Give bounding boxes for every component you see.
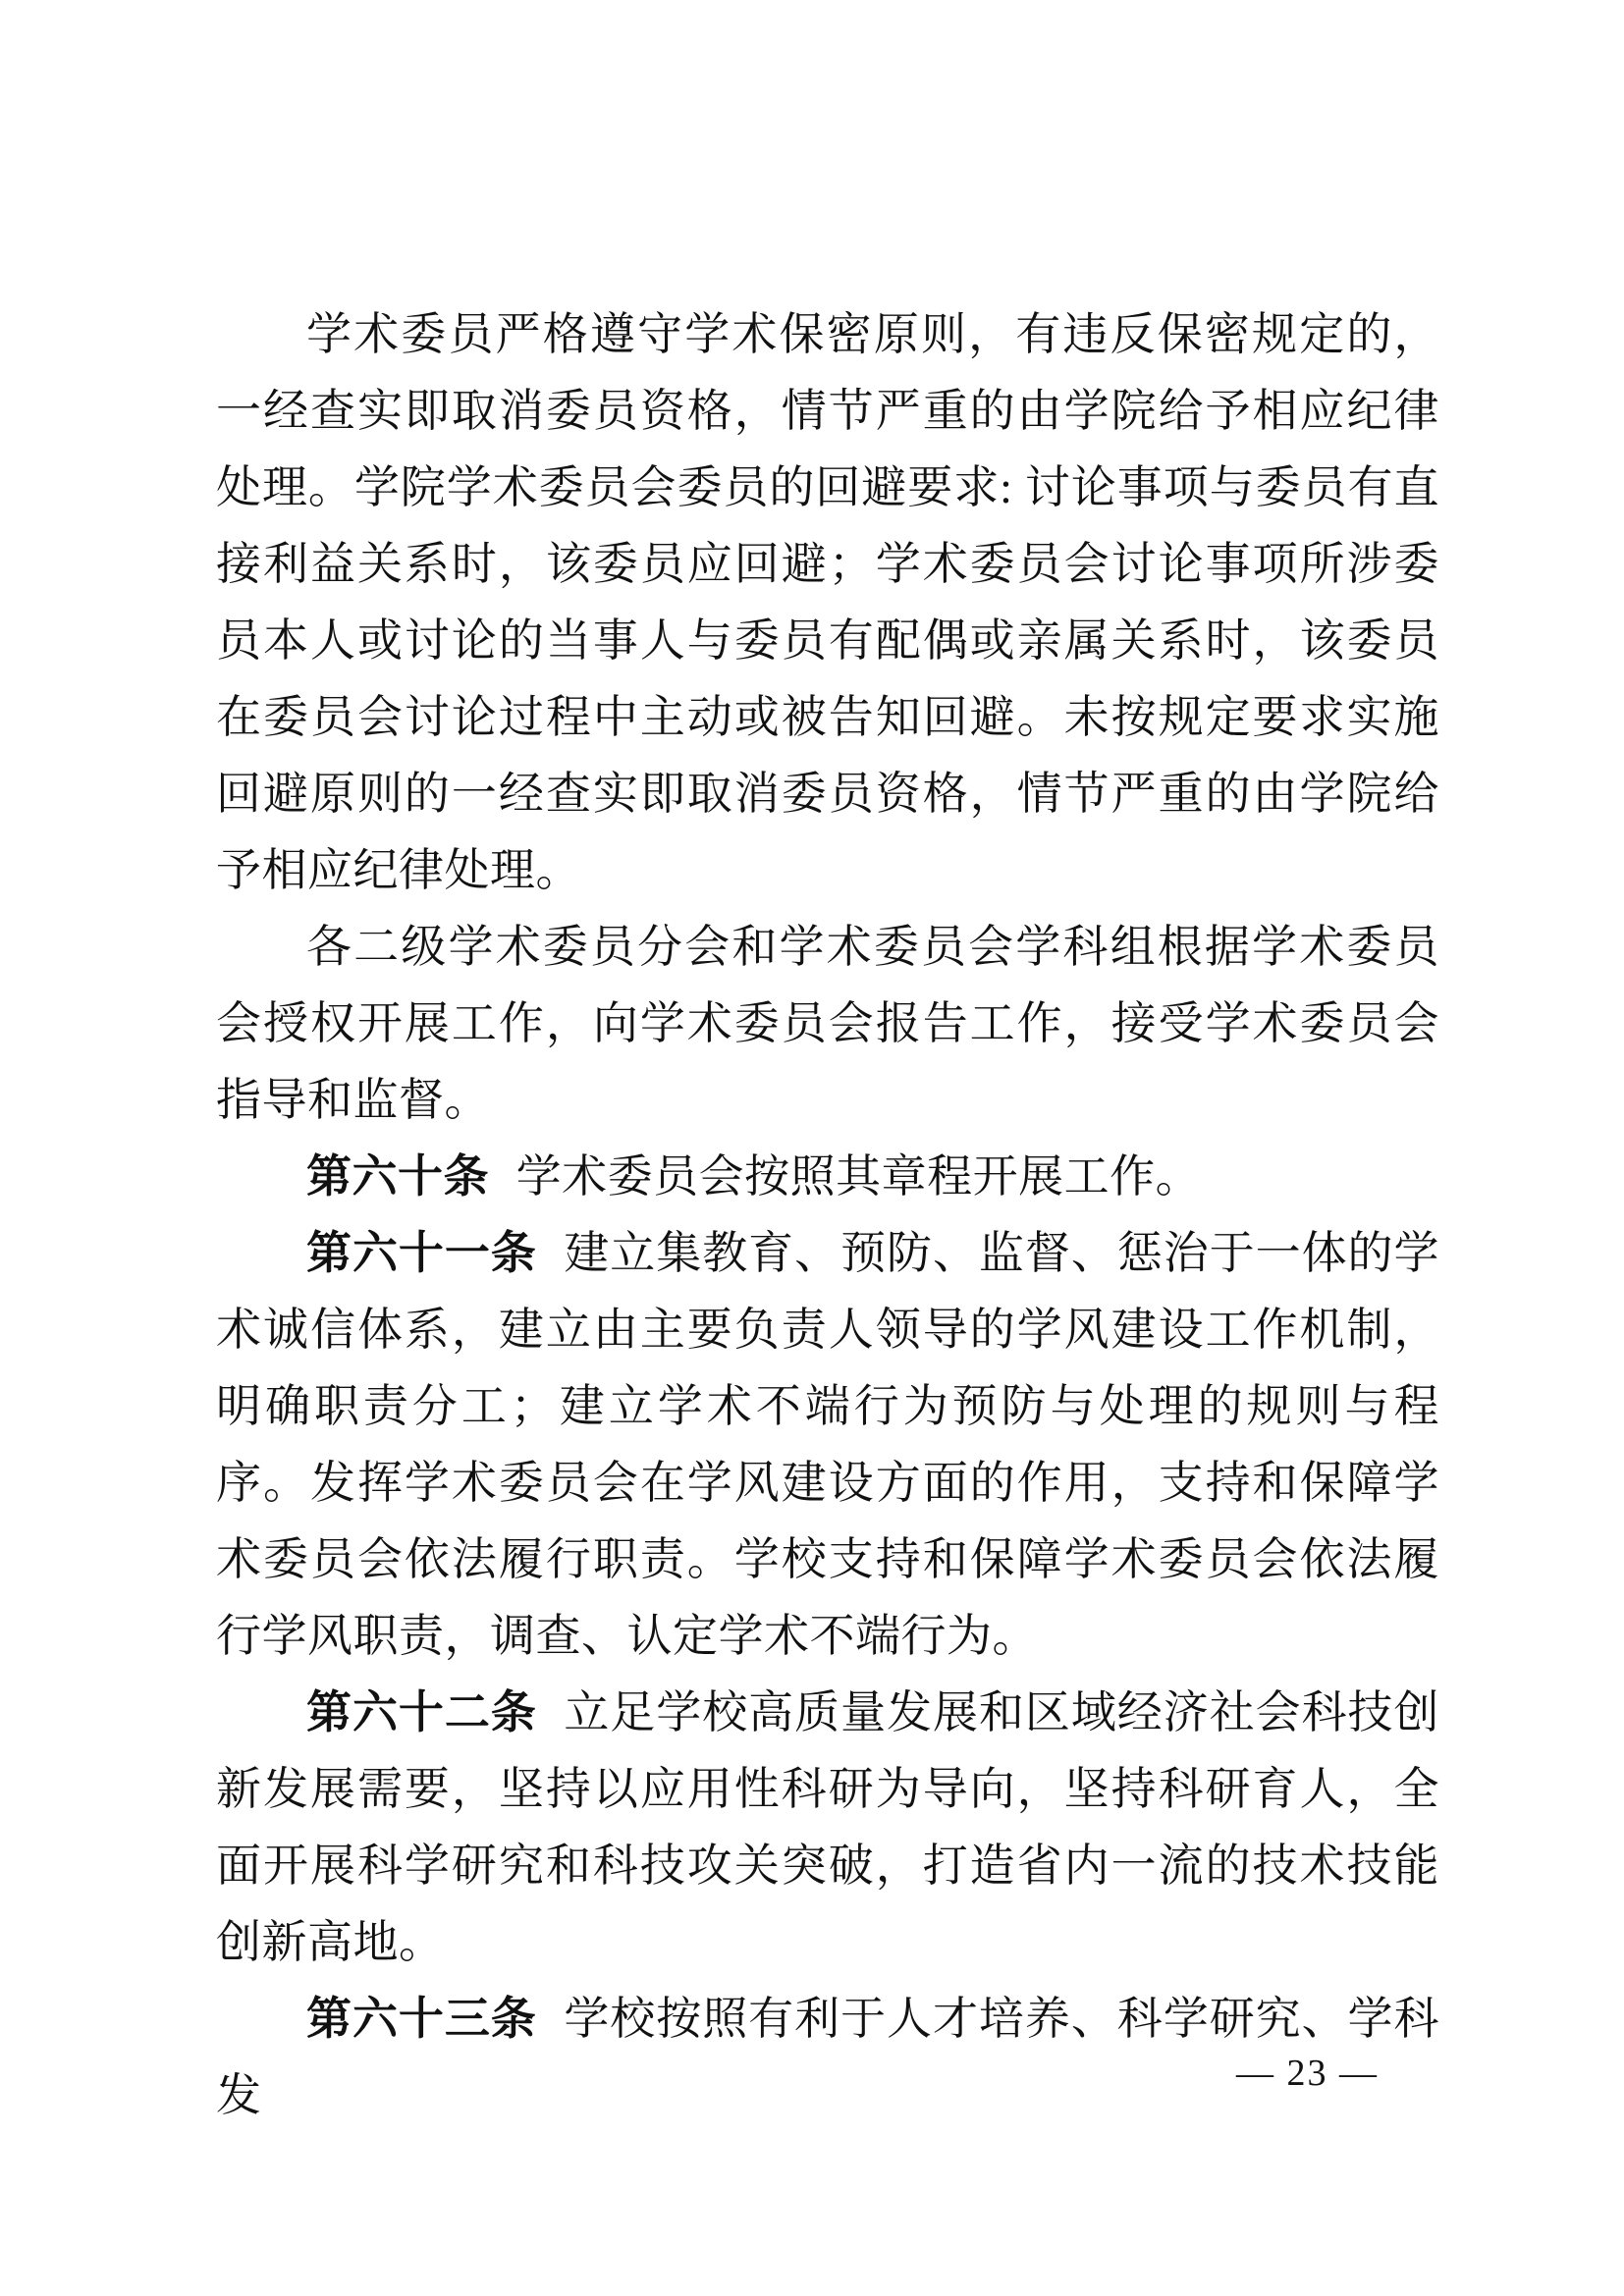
paragraph-text: 立足学校高质量发展和区域经济社会科技创新发展需要，坚持以应用性科研为导向，坚持科研育人，全面开展科学研究和科技攻关突破，打造省内一流的技术技能创新高地。 <box>216 1687 1440 1967</box>
paragraph <box>216 1215 1439 1675</box>
article-number: 第六十三条 <box>306 1994 537 2044</box>
paragraph-text: 学校按照有利于人才培养、科学研究、学科发 <box>216 1994 1440 2120</box>
article-number: 第六十一条 <box>306 1228 537 1278</box>
article-number: 第六十二条 <box>306 1687 537 1737</box>
paragraph <box>216 1675 1439 1981</box>
paragraph-text: 学术委员严格遵守学术保密原则，有违反保密规定的，一经查实即取消委员资格，情节严重的由学院给予相应纪律处理。学院学术委员会委员的回避要求: 讨论事项与委员有直接利益关系时，该委员应回避；学术委员会讨论事项所涉委员本人或讨论的当事人与委员有配偶或亲属关系时，该委员在委员会讨论过程中主动或被告知回避。未按规定要求实施回避原则的一经查实即取消委员资格，情节严重的由学院给予相应纪律处理。 <box>216 309 1439 895</box>
document-body <box>216 296 1439 2134</box>
page-number: — 23 — <box>1236 2053 1379 2094</box>
paragraph-text: 各二级学术委员分会和学术委员会学科组根据学术委员会授权开展工作，向学术委员会报告工作，接受学术委员会指导和监督。 <box>216 922 1439 1125</box>
paragraph <box>216 296 1439 909</box>
paragraph <box>216 1139 1439 1215</box>
paragraph <box>216 909 1439 1139</box>
article-number: 第六十条 <box>306 1151 489 1201</box>
paragraph-text: 学术委员会按照其章程开展工作。 <box>515 1151 1202 1201</box>
paragraph-text: 建立集教育、预防、监督、惩治于一体的学术诚信体系，建立由主要负责人领导的学风建设工作机制，明确职责分工；建立学术不端行为预防与处理的规则与程序。发挥学术委员会在学风建设方面的作用，支持和保障学术委员会依法履行职责。学校支持和保障学术委员会依法履行学风职责，调查、认定学术不端行为。 <box>216 1228 1440 1661</box>
